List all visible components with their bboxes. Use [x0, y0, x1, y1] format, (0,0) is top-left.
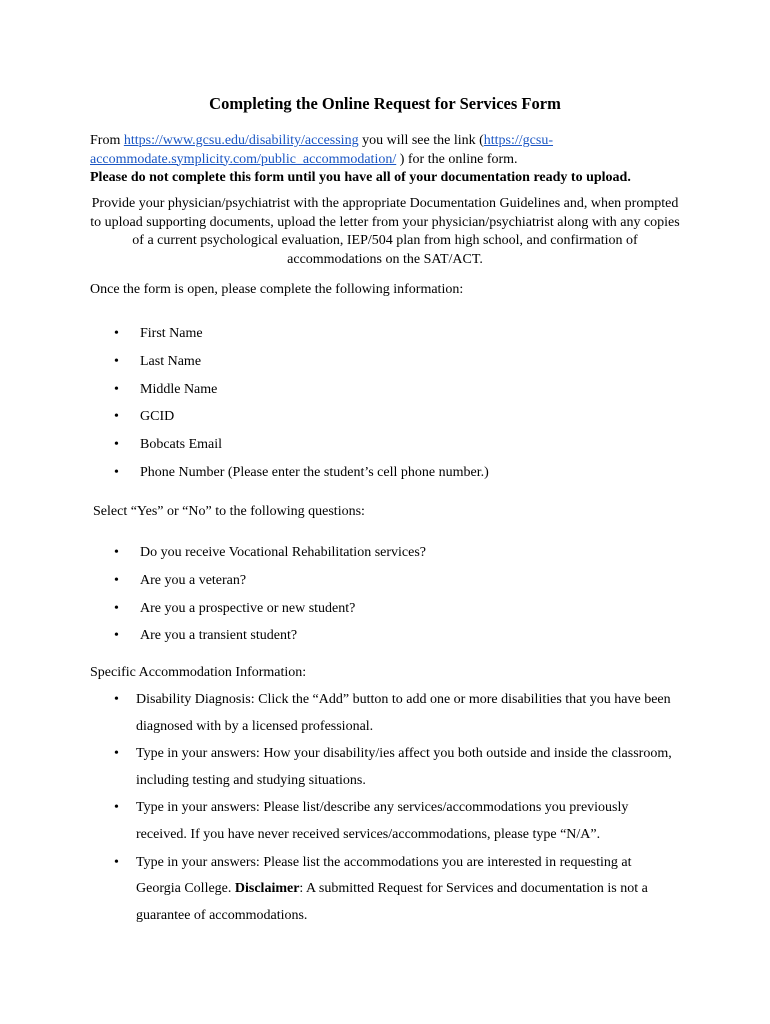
bullet-icon: • — [114, 353, 119, 369]
bullet-icon: • — [114, 326, 119, 341]
list-item: • Type in your answers: Please list the accommodations you are interested in requesting at Georgia College. Disclaimer: A submitted Request for Services and documentation is not a guarantee of accommodations. — [0, 850, 676, 930]
intro-mid-text: you will see the link ( — [358, 133, 484, 148]
list-item: • Are you a prospective or new student? — [114, 600, 356, 616]
bullet-icon: • — [114, 572, 119, 588]
select-paragraph: Select “Yes” or “No” to the following questions: — [93, 504, 365, 519]
once-paragraph: Once the form is open, please complete the following information: — [90, 282, 464, 297]
documentation-warning: Please do not complete this form until you have all of your documentation ready to upload. — [90, 170, 631, 185]
list-item: • Bobcats Email — [114, 437, 223, 453]
provide-paragraph: Provide your physician/psychiatrist with the appropriate Documentation Guidelines and, when prompted to upload supporting documents, upload the letter from your physician/psychiatrist along with any copies of a current psychological evaluation, IEP/504 plan from high school, and confirmation of accommodations on the SAT/ACT. — [90, 196, 680, 267]
accessing-link[interactable]: https://www.gcsu.edu/disability/accessing — [123, 133, 359, 148]
list-item: • Last Name — [114, 353, 202, 369]
list-item: • Middle Name — [114, 381, 218, 397]
bullet-icon: • — [114, 437, 119, 453]
bullet-icon: • — [114, 600, 119, 616]
bullet-icon: • — [114, 746, 119, 762]
list-item: • Disability Diagnosis: Click the “Add” button to add one or more disabilities that you have been diagnosed with by a licensed professional. — [0, 687, 676, 740]
intro-end-text: ) for the online form. — [396, 151, 518, 167]
list-item: • First Name — [114, 326, 203, 341]
list-item: • Type in your answers: How your disability/ies affect you both outside and inside the classroom, including testing and studying situations. — [0, 741, 676, 794]
bullet-icon: • — [114, 854, 119, 870]
accommodation-list — [0, 687, 770, 930]
bullet-icon: • — [114, 545, 119, 560]
info-list — [0, 325, 770, 492]
disclaimer-label: Disclaimer — [234, 881, 300, 897]
bullet-icon: • — [114, 628, 119, 644]
list-item: • Do you receive Vocational Rehabilitation services? — [114, 545, 427, 560]
bullet-icon: • — [114, 464, 119, 480]
list-item: • GCID — [114, 409, 175, 425]
bullet-icon: • — [114, 409, 119, 425]
page-title: Completing the Online Request for Services Form — [209, 94, 561, 113]
list-item: • Are you a transient student? — [114, 628, 298, 644]
list-item: • Phone Number (Please enter the student’s cell phone number.) — [114, 464, 489, 480]
bullet-icon: • — [114, 381, 119, 397]
bullet-icon: • — [114, 692, 119, 707]
list-item: • Are you a veteran? — [114, 572, 247, 588]
symplicity-link[interactable]: https://gcsu-accommodate.symplicity.com/public_accommodation/ — [90, 133, 554, 167]
bullet-icon: • — [114, 800, 119, 816]
intro-paragraph — [90, 132, 690, 188]
intro-from-text: From — [90, 133, 124, 148]
specific-paragraph: Specific Accommodation Information: — [90, 665, 307, 680]
questions-list — [0, 544, 770, 655]
list-item: • Type in your answers: Please list/describe any services/accommodations you previously received. If you have never received services/accommodations, please type “N/A”. — [0, 795, 676, 848]
